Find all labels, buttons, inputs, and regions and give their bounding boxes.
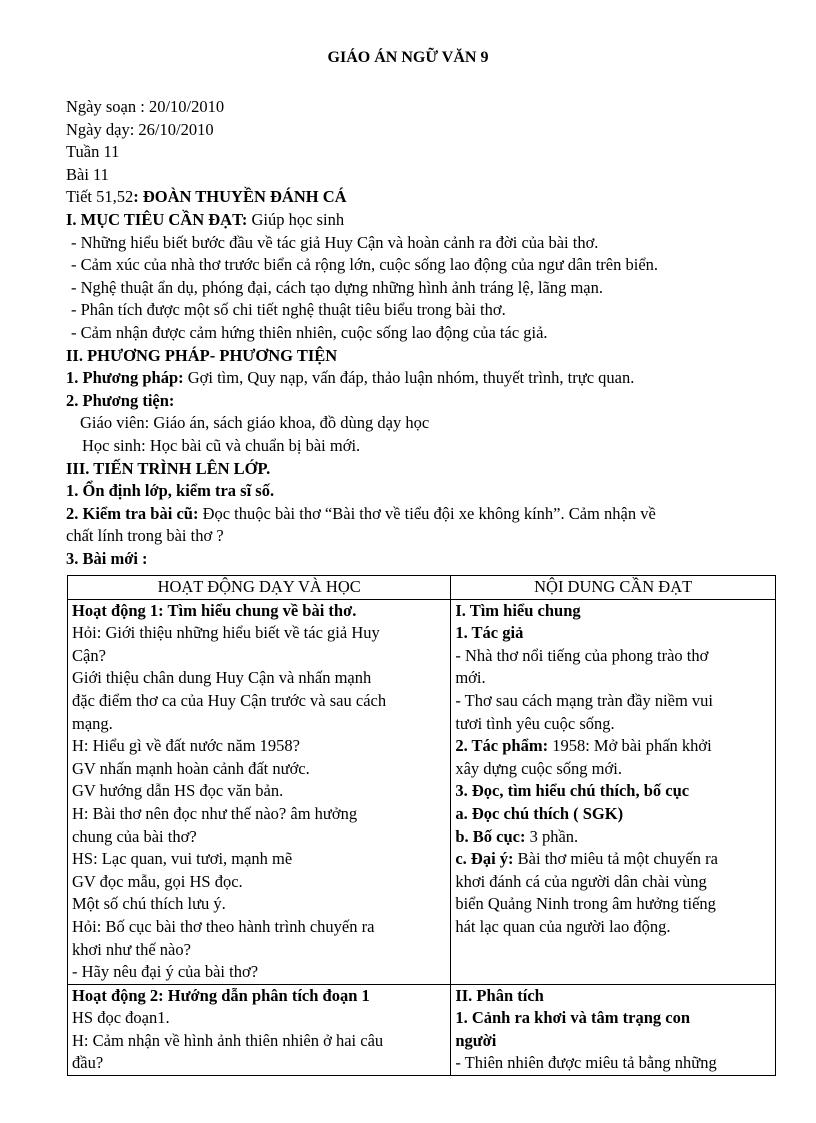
cell-line xyxy=(72,622,446,645)
cell-line xyxy=(72,1052,446,1075)
method-line xyxy=(66,367,756,390)
cell-line-text: hát lạc quan của người lao động. xyxy=(455,916,671,936)
step3 xyxy=(66,548,756,571)
cell-line xyxy=(72,645,446,668)
cell-line-text: người xyxy=(455,1030,497,1050)
content-cell xyxy=(451,599,776,984)
bai: Bài 11 xyxy=(66,164,109,184)
cell-line xyxy=(72,713,446,736)
cell-line-text: 1. Cảnh ra khơi và tâm trạng con xyxy=(455,1008,690,1028)
cell-line xyxy=(455,713,771,736)
step2-text: Đọc thuộc bài thơ “Bài thơ về tiểu đội xe không kính”. Cảm nhận về xyxy=(198,503,656,523)
cell-line xyxy=(455,622,771,645)
cell-line xyxy=(455,985,771,1008)
cell-line-text: GV hướng dẫn HS đọc văn bản. xyxy=(72,781,284,801)
cell-line-text: a. Đọc chú thích ( SGK) xyxy=(455,803,624,823)
cell-line-text: HS đọc đoạn1. xyxy=(72,1008,170,1028)
cell-line-text: biển Quảng Ninh trong âm hưởng tiếng xyxy=(455,894,716,914)
cell-line xyxy=(72,690,446,713)
cell-line-text: Hoạt động 2: Hướng dẫn phân tích đoạn 1 xyxy=(72,985,370,1005)
section2-heading xyxy=(66,345,756,368)
cell-line-tail: 3 phần. xyxy=(525,826,579,846)
cell-line-text: Hỏi: Bố cục bài thơ theo hành trình chuyến ra xyxy=(72,916,375,936)
cell-line-text: 3. Đọc, tìm hiểu chú thích, bố cục xyxy=(455,781,690,801)
means-label xyxy=(66,390,756,413)
tiet-prefix: Tiết 51,52 xyxy=(66,187,134,207)
cell-line xyxy=(72,826,446,849)
cell-line-text: Giới thiệu chân dung Huy Cận và nhấn mạnh xyxy=(72,668,372,688)
step1-text: 1. Ổn định lớp, kiểm tra sĩ số. xyxy=(66,481,275,501)
cell-line xyxy=(455,690,771,713)
cell-line-text: mới. xyxy=(455,668,486,688)
cell-line xyxy=(455,667,771,690)
cell-line-text: tươi tình yêu cuộc sống. xyxy=(455,713,615,733)
table-row xyxy=(68,599,776,984)
cell-line-text: b. Bố cục: xyxy=(455,826,526,846)
cell-line xyxy=(72,893,446,916)
step1 xyxy=(66,480,756,503)
cell-line xyxy=(72,667,446,690)
cell-line-text: - Hãy nêu đại ý của bài thơ? xyxy=(72,962,259,982)
section3-heading-label: III. TIẾN TRÌNH LÊN LỚP. xyxy=(66,458,271,478)
cell-line-text: đặc điểm thơ ca của Huy Cận trước và sau cách xyxy=(72,690,387,710)
cell-line-text: - Thiên nhiên được miêu tả bằng những xyxy=(455,1053,717,1073)
cell-line-text: H: Hiểu gì về đất nước năm 1958? xyxy=(72,736,300,756)
means-teacher: Giáo viên: Giáo án, sách giáo khoa, đồ dùng dạy học xyxy=(80,413,430,433)
table-row xyxy=(68,984,776,1075)
content-cell xyxy=(451,984,776,1075)
cell-line xyxy=(72,1007,446,1030)
cell-line-text: Một số chú thích lưu ý. xyxy=(72,894,226,914)
cell-line xyxy=(72,871,446,894)
cell-line-text: Hỏi: Giới thiệu những hiểu biết về tác giả Huy xyxy=(72,623,380,643)
lesson-table xyxy=(67,575,776,1076)
cell-line xyxy=(455,1052,771,1075)
cell-line xyxy=(72,780,446,803)
column-header-activities: HOẠT ĐỘNG DẠY VÀ HỌC xyxy=(68,576,451,600)
cell-line-text: GV nhấn mạnh hoàn cảnh đất nước. xyxy=(72,758,310,778)
section1-heading-tail: Giúp học sinh xyxy=(247,209,345,229)
cell-line-text: Hoạt động 1: Tìm hiểu chung về bài thơ. xyxy=(72,600,357,620)
method-text: Gợi tìm, Quy nạp, vấn đáp, thảo luận nhóm, thuyết trình, trực quan. xyxy=(183,368,635,388)
cell-line xyxy=(72,803,446,826)
cell-line xyxy=(455,916,771,939)
cell-line-text: xây dựng cuộc sống mới. xyxy=(455,758,622,778)
document-body xyxy=(66,96,756,570)
cell-line-text: chung của bài thơ? xyxy=(72,826,197,846)
lesson-title: : ĐOÀN THUYỀN ĐÁNH CÁ xyxy=(133,187,347,207)
cell-line-text: c. Đại ý: xyxy=(455,849,514,869)
objective-item: - Cảm xúc của nhà thơ trước biển cả rộng lớn, cuộc sống lao động của ngư dân trên biển. xyxy=(71,255,659,275)
cell-line xyxy=(455,645,771,668)
section2-heading-label: II. PHƯƠNG PHÁP- PHƯƠNG TIỆN xyxy=(66,345,338,365)
cell-line xyxy=(455,848,771,871)
cell-line-text: H: Bài thơ nên đọc như thế nào? âm hưởng xyxy=(72,803,358,823)
document-title: GIÁO ÁN NGỮ VĂN 9 xyxy=(327,49,489,66)
step2-continued: chất lính trong bài thơ ? xyxy=(66,526,224,546)
cell-line-text: GV đọc mẫu, gọi HS đọc. xyxy=(72,871,243,891)
cell-line-text: - Thơ sau cách mạng tràn đầy niềm vui xyxy=(455,690,714,710)
activity-cell xyxy=(68,599,451,984)
means-label-text: 2. Phương tiện: xyxy=(66,390,175,410)
cell-line-text: H: Cảm nhận về hình ảnh thiên nhiên ở hai câu xyxy=(72,1030,384,1050)
method-label: 1. Phương pháp: xyxy=(66,368,184,388)
objective-item: - Cảm nhận được cảm hứng thiên nhiên, cuộc sống lao động của tác giả. xyxy=(71,322,548,342)
cell-line xyxy=(72,735,446,758)
cell-line xyxy=(455,893,771,916)
tiet-line xyxy=(66,186,756,209)
cell-line xyxy=(72,758,446,781)
cell-line xyxy=(72,939,446,962)
cell-line xyxy=(455,758,771,781)
means-student: Học sinh: Học bài cũ và chuẩn bị bài mới. xyxy=(82,435,361,455)
cell-line xyxy=(455,803,771,826)
cell-line xyxy=(455,1030,771,1053)
tuan: Tuần 11 xyxy=(66,142,120,162)
cell-line-text: khơi đánh cá của người dân chài vùng xyxy=(455,871,707,891)
cell-line xyxy=(455,735,771,758)
objective-item: - Phân tích được một số chi tiết nghệ thuật tiêu biểu trong bài thơ. xyxy=(71,300,506,320)
cell-line xyxy=(72,916,446,939)
cell-line-text: HS: Lạc quan, vui tươi, mạnh mẽ xyxy=(72,849,293,869)
column-header-content: NỘI DUNG CẦN ĐẠT xyxy=(451,576,776,600)
cell-line-text: I. Tìm hiểu chung xyxy=(455,600,581,620)
cell-line xyxy=(455,1007,771,1030)
cell-line-text: - Nhà thơ nổi tiếng của phong trào thơ xyxy=(455,645,709,665)
step3-text: 3. Bài mới : xyxy=(66,548,148,568)
section1-heading xyxy=(66,209,756,232)
table-header-row xyxy=(68,576,776,600)
activity-cell xyxy=(68,984,451,1075)
objective-item: - Những hiểu biết bước đầu về tác giả Huy Cận và hoàn cảnh ra đời của bài thơ. xyxy=(71,232,599,252)
step2 xyxy=(66,503,756,526)
cell-line xyxy=(72,600,446,623)
cell-line-text: 1. Tác giả xyxy=(455,623,524,643)
cell-line xyxy=(455,780,771,803)
cell-line-text: 2. Tác phẩm: xyxy=(455,736,549,756)
cell-line xyxy=(455,826,771,849)
cell-line xyxy=(72,985,446,1008)
cell-line xyxy=(455,871,771,894)
cell-line-text: II. Phân tích xyxy=(455,985,544,1005)
cell-line-text: khơi như thế nào? xyxy=(72,939,191,959)
cell-line-tail: 1958: Mở bài phấn khởi xyxy=(548,736,712,756)
ngay-soan: Ngày soạn : 20/10/2010 xyxy=(66,97,225,116)
cell-line-text: mạng. xyxy=(72,713,113,733)
cell-line xyxy=(72,848,446,871)
section3-heading xyxy=(66,458,756,481)
cell-line xyxy=(72,1030,446,1053)
cell-line-text: Cận? xyxy=(72,645,106,665)
ngay-day: Ngày dạy: 26/10/2010 xyxy=(66,119,214,139)
cell-line-text: đầu? xyxy=(72,1053,104,1073)
cell-line-tail: Bài thơ miêu tả một chuyến ra xyxy=(513,849,718,869)
section1-heading-label: I. MỤC TIÊU CẦN ĐẠT: xyxy=(66,209,248,229)
step2-label: 2. Kiểm tra bài cũ: xyxy=(66,503,199,523)
objective-item: - Nghệ thuật ẩn dụ, phóng đại, cách tạo dựng những hình ảnh tráng lệ, lãng mạn. xyxy=(71,277,604,297)
cell-line xyxy=(72,961,446,984)
cell-line xyxy=(455,600,771,623)
